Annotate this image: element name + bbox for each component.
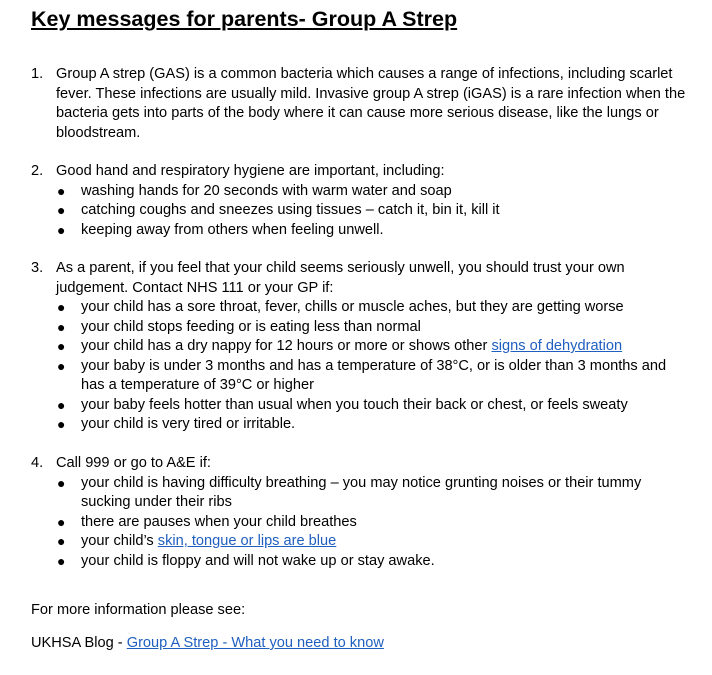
bullet-list — [56, 298, 691, 435]
bullet-icon: ● — [57, 396, 66, 413]
blog-line — [31, 634, 384, 654]
list-item: ● your child is very tired or irritable. — [56, 415, 691, 435]
bullet-icon: ● — [57, 416, 66, 432]
bullet-icon: ● — [57, 513, 66, 530]
section-2 — [31, 162, 691, 240]
section-text: Good hand and respiratory hygiene are important, including: — [56, 163, 445, 179]
section-4 — [31, 454, 691, 571]
list-item: ● catching coughs and sneezes using tissues – catch it, bin it, kill it — [56, 201, 691, 221]
skin-tongue-lips-blue-link[interactable]: skin, tongue or lips are blue — [157, 533, 337, 549]
section-number: 4. — [31, 455, 44, 471]
bullet-icon: ● — [57, 202, 66, 218]
section-number: 3. — [31, 260, 44, 276]
bullet-icon: ● — [57, 338, 66, 354]
list-item: ● your child is having difficulty breathing – you may notice grunting noises or their tummy sucking under their ribs — [57, 474, 642, 510]
signs-of-dehydration-link[interactable]: signs of dehydration — [491, 338, 623, 354]
bullet-icon: ● — [57, 318, 66, 335]
bullet-icon: ● — [57, 182, 66, 199]
bullet-list — [56, 182, 691, 241]
list-item: ● your child has a sore throat, fever, chills or muscle aches, but they are getting worse — [56, 298, 691, 318]
bullet-icon: ● — [57, 299, 66, 315]
bullet-icon: ● — [57, 552, 66, 569]
list-item: ● your child’s skin, tongue or lips are blue — [56, 532, 691, 552]
bullet-icon: ● — [57, 357, 66, 374]
list-item: ● keeping away from others when feeling unwell. — [56, 221, 691, 241]
blog-prefix: UKHSA Blog - — [31, 635, 127, 651]
page-title: Key messages for parents- Group A Strep — [31, 7, 458, 31]
bullet-icon: ● — [57, 221, 66, 238]
more-info-text: For more information please see: — [31, 602, 246, 618]
list-item: ● your child is floppy and will not wake up or stay awake. — [56, 552, 691, 572]
section-3 — [31, 259, 691, 435]
bullet-icon: ● — [57, 474, 66, 491]
bullet-icon: ● — [57, 533, 66, 549]
blog-link[interactable]: Group A Strep - What you need to know — [126, 635, 384, 651]
section-text: As a parent, if you feel that your child seems seriously unwell, you should trust your own judgement. Contact NHS 111 or your GP if: — [56, 260, 625, 296]
list-item: ● your child has a dry nappy for 12 hours or more or shows other signs of dehydration — [56, 337, 691, 357]
list-item: ● your baby feels hotter than usual when you touch their back or chest, or feels sweaty — [56, 396, 691, 416]
list-item: ● your baby is under 3 months and has a temperature of 38°C, or is older than 3 months and has a temperature of 39°C or higher — [57, 357, 667, 393]
bullet-list — [56, 474, 691, 572]
section-1 — [31, 65, 691, 143]
section-text: Group A strep (GAS) is a common bacteria which causes a range of infections, including scarlet fever. These infections are usually mild. Invasive group A strep (iGAS) is a rare infection when the bacteria gets into parts of the body where it can cause more serious disease, like the lungs or bloodstream. — [56, 66, 686, 141]
section-text: Call 999 or go to A&E if: — [56, 455, 211, 471]
list-item: ● your child stops feeding or is eating less than normal — [56, 318, 691, 338]
section-number: 1. — [31, 66, 44, 82]
section-number: 2. — [31, 163, 44, 179]
list-item: ● washing hands for 20 seconds with warm water and soap — [56, 182, 691, 202]
list-item: ● there are pauses when your child breathes — [56, 513, 691, 533]
